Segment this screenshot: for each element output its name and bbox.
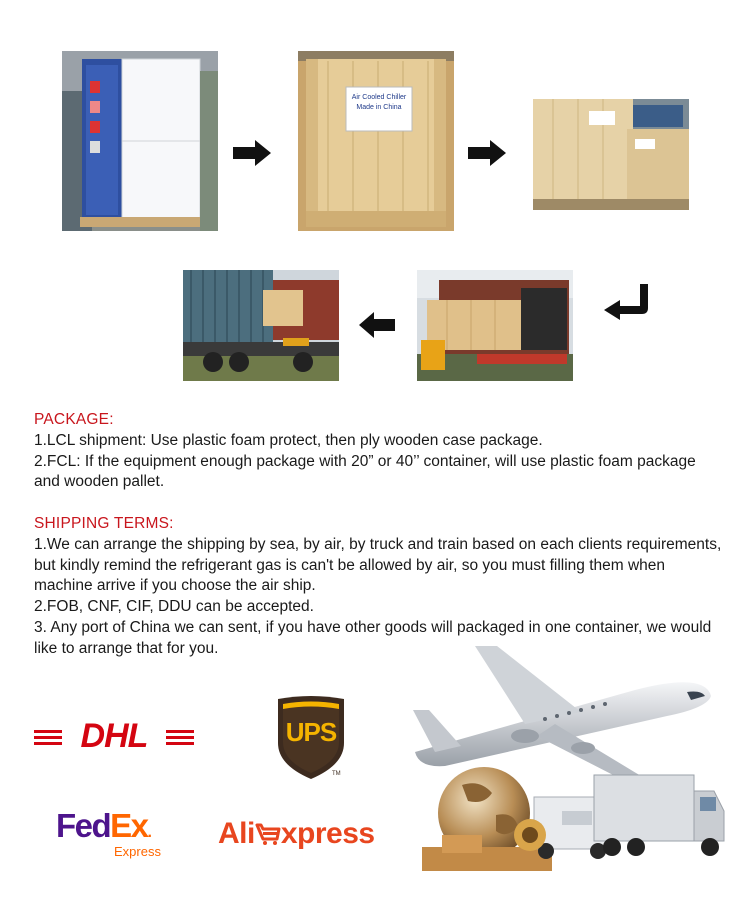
aliexpress-prefix: Ali [218,817,255,850]
fedex-ex: Ex [110,807,148,844]
dhl-logo-text: DHL [80,717,148,755]
photo-container-loading [417,270,573,381]
package-section [34,410,724,493]
package-line-2: 2.FCL: If the equipment enough package with 20” or 40’’ container, will use plastic foam package and wooden pallet. [34,452,696,491]
shipping-heading: SHIPPING TERMS: [34,515,174,532]
aliexpress-logo [218,812,398,856]
return-arrow-icon [604,284,650,320]
left-arrow-icon [359,312,395,338]
right-arrow-icon [468,140,506,166]
photo-chiller-unit [62,51,218,231]
ups-logo [274,695,348,781]
package-line-1: 1.LCL shipment: Use plastic foam protect, then ply wooden case package. [34,431,543,449]
shipping-line-2: 2.FOB, CNF, CIF, DDU can be accepted. [34,598,314,616]
photo-truck-loaded [183,270,339,381]
crate-label: Air Cooled Chiller Made in China [351,94,407,111]
dhl-logo [34,716,194,756]
photo-wooden-crate [298,51,454,231]
fedex-logo: FedEx. Express [56,807,161,859]
ups-logo-text: UPS [285,717,337,747]
fedex-fed: Fed [56,807,111,844]
shopping-cart-icon [255,816,281,842]
aliexpress-suffix: xpress [280,817,375,850]
airplane-icon [405,644,717,784]
package-heading: PACKAGE: [34,411,114,428]
right-arrow-icon [233,140,271,166]
shipping-line-1: 1.We can arrange the shipping by sea, by air, by truck and train based on each clients requirements, but kindly remind the refrigerant gas is can't be allowed by air, so you must filling them when machine arrive if you choose the air ship. [34,535,722,595]
globe-and-truck-icon [422,765,727,875]
ups-tm: TM [332,771,341,777]
shipping-section [34,514,724,660]
fedex-express-label: Express [114,844,161,859]
shipping-line-3: 3. Any port of China we can sent, if you have other goods will packaged in one container, we would like to arrange that for you. [34,618,712,657]
photo-crates-in-warehouse [533,99,689,210]
